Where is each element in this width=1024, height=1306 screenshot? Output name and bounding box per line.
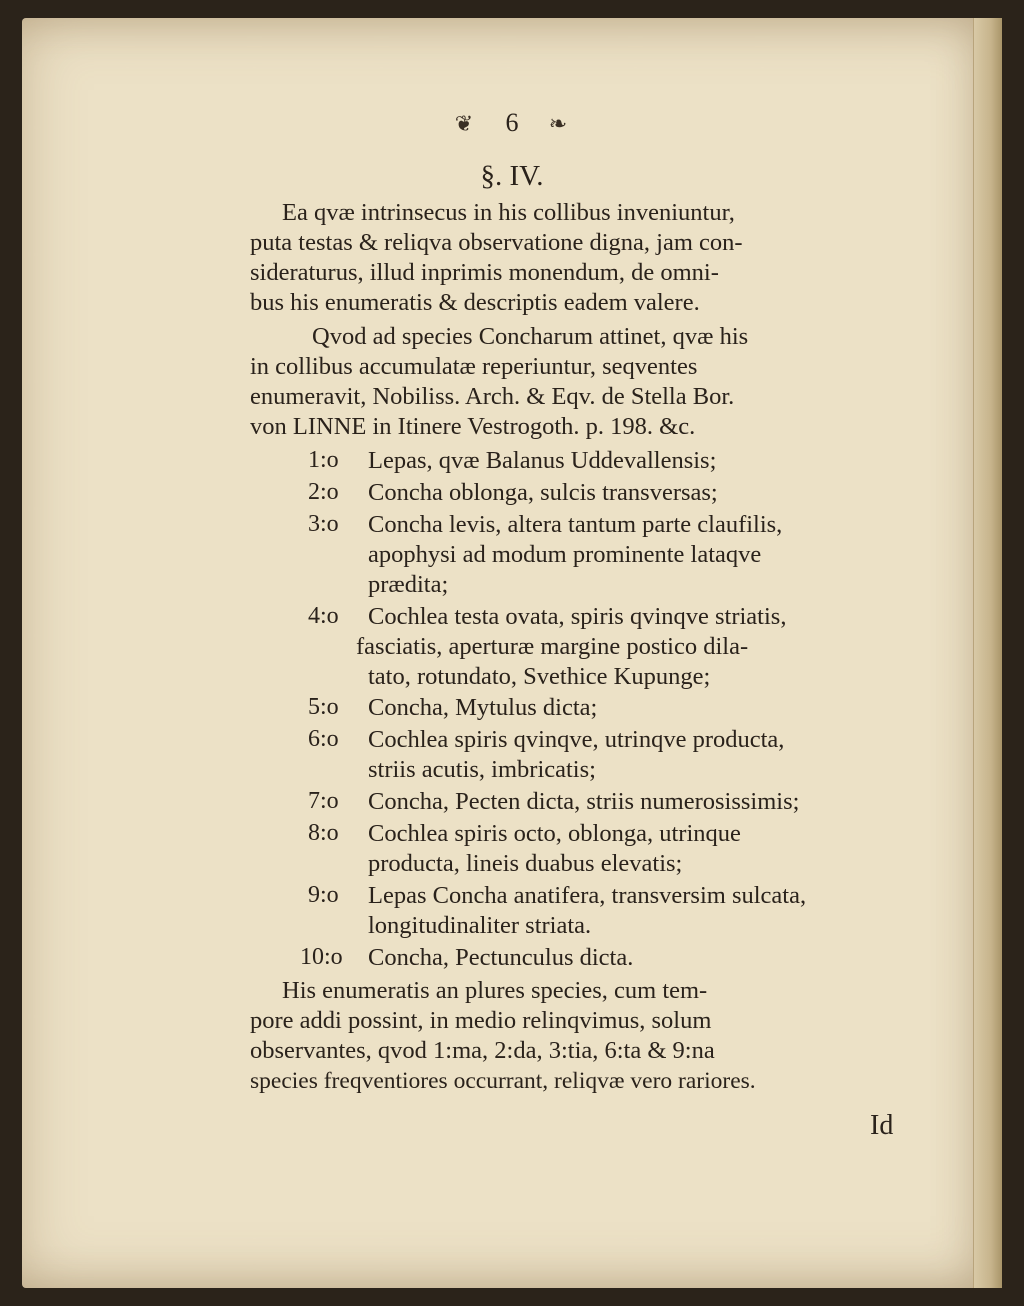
list-item-text: tato, rotundato, Svethice Kupunge; <box>368 663 711 690</box>
paragraph3-line: species freqventiores occurrant, reliqvæ vero rariores. <box>250 1068 756 1094</box>
paragraph2-line: enumeravit, Nobiliss. Arch. & Eqv. de Stella Bor. <box>250 383 735 410</box>
paragraph1-line: puta testas & reliqva observatione digna, jam con- <box>250 229 743 256</box>
list-item-text: prædita; <box>368 571 449 598</box>
catchword: Id <box>870 1110 894 1141</box>
list-item-text: Concha levis, altera tantum parte claufilis, <box>368 511 783 538</box>
paragraph3-line: pore addi possint, in medio relinqvimus, solum <box>250 1007 712 1034</box>
page-header <box>0 108 1024 138</box>
list-item-number: 2:o <box>308 479 339 505</box>
list-item-text: Concha, Pecten dicta, striis numerosissimis; <box>368 788 800 815</box>
list-item-text: Cochlea testa ovata, spiris qvinqve striatis, <box>368 603 787 630</box>
list-item-text: striis acutis, imbricatis; <box>368 756 596 783</box>
list-item-number: 4:o <box>308 603 339 629</box>
paragraph1-line: sideraturus, illud inprimis monendum, de omni- <box>250 259 719 286</box>
section-title: §. IV. <box>480 160 544 192</box>
list-item-number: 10:o <box>300 944 343 970</box>
list-item-number: 5:o <box>308 694 339 720</box>
left-ornament-icon: ❦ <box>454 112 476 137</box>
list-item-number: 6:o <box>308 726 339 752</box>
page-number: 6 <box>505 108 519 137</box>
paragraph1-line: bus his enumeratis & descriptis eadem valere. <box>250 289 700 316</box>
list-item-text: Concha, Pectunculus dicta. <box>368 944 634 971</box>
list-item-number: 7:o <box>308 788 339 814</box>
right-ornament-icon: ❧ <box>548 112 570 137</box>
list-item-text: Lepas, qvæ Balanus Uddevallensis; <box>368 447 717 474</box>
list-item-text: Lepas Concha anatifera, transversim sulcata, <box>368 882 807 909</box>
paragraph1-line: Ea qvæ intrinsecus in his collibus inveniuntur, <box>282 199 735 226</box>
list-item-text: Concha oblonga, sulcis transversas; <box>368 479 718 506</box>
list-item-text: fasciatis, aperturæ margine postico dila- <box>356 633 749 660</box>
list-item-number: 8:o <box>308 820 339 846</box>
list-item-text: apophysi ad modum prominente lataqve <box>368 541 762 568</box>
paragraph2-line: Qvod ad species Concharum attinet, qvæ his <box>312 323 749 350</box>
list-item-number: 1:o <box>308 447 339 473</box>
list-item-text: producta, lineis duabus elevatis; <box>368 850 683 877</box>
list-item-number: 9:o <box>308 882 339 908</box>
paragraph2-line: von LINNE in Itinere Vestrogoth. p. 198. &c. <box>250 413 696 440</box>
paragraph2-line: in collibus accumulatæ reperiuntur, seqventes <box>250 353 698 380</box>
list-item-text: Concha, Mytulus dicta; <box>368 694 598 721</box>
list-item-text: longitudinaliter striata. <box>368 912 592 939</box>
list-item-text: Cochlea spiris octo, oblonga, utrinque <box>368 820 741 847</box>
paragraph3-line: His enumeratis an plures species, cum tem- <box>282 977 708 1004</box>
list-item-number: 3:o <box>308 511 339 537</box>
list-item-text: Cochlea spiris qvinqve, utrinqve producta, <box>368 726 785 753</box>
paragraph3-line: observantes, qvod 1:ma, 2:da, 3:tia, 6:ta & 9:na <box>250 1037 715 1064</box>
